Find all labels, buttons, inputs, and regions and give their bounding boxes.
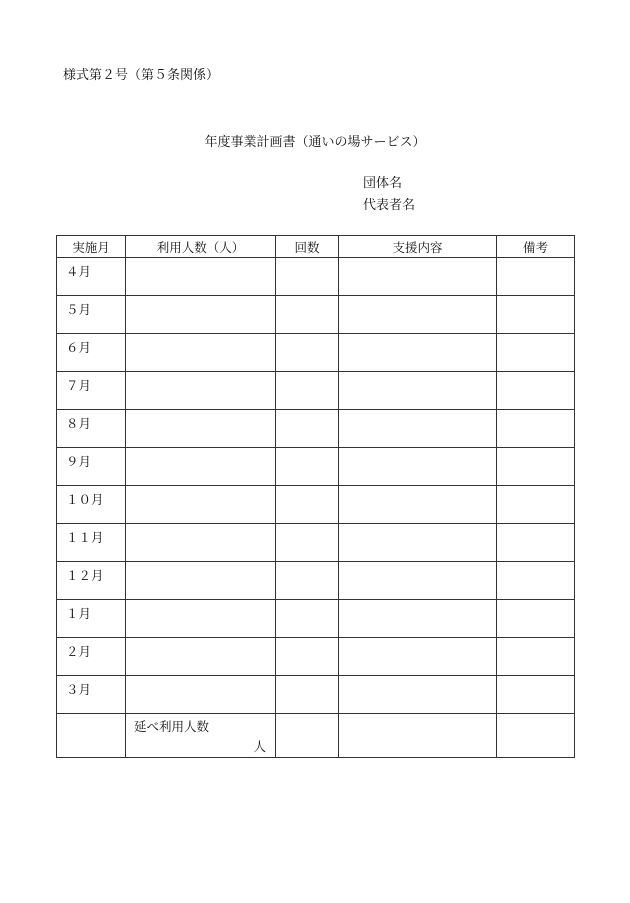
participants-cell[interactable]	[126, 562, 276, 600]
month-cell: ２月	[57, 638, 126, 676]
document-title: 年度事業計画書（通いの場サービス）	[204, 135, 426, 150]
header-count: 回数	[276, 236, 339, 258]
support-content-cell[interactable]	[339, 334, 497, 372]
count-cell[interactable]	[276, 524, 339, 562]
participants-cell[interactable]	[126, 676, 276, 714]
month-cell: １２月	[57, 562, 126, 600]
table-row	[57, 676, 575, 714]
table-row	[57, 258, 575, 296]
table-row	[57, 524, 575, 562]
support-content-cell[interactable]	[339, 524, 497, 562]
count-cell[interactable]	[276, 486, 339, 524]
participants-cell[interactable]	[126, 600, 276, 638]
remarks-cell[interactable]	[497, 448, 575, 486]
participants-cell[interactable]	[126, 258, 276, 296]
remarks-cell[interactable]	[497, 562, 575, 600]
table-row	[57, 296, 575, 334]
count-cell[interactable]	[276, 334, 339, 372]
count-cell[interactable]	[276, 258, 339, 296]
participants-cell[interactable]	[126, 638, 276, 676]
month-cell: １月	[57, 600, 126, 638]
count-cell[interactable]	[276, 676, 339, 714]
participants-cell[interactable]	[126, 410, 276, 448]
table-row	[57, 372, 575, 410]
remarks-cell[interactable]	[497, 600, 575, 638]
participants-cell[interactable]	[126, 448, 276, 486]
remarks-cell[interactable]	[497, 296, 575, 334]
month-cell: ６月	[57, 334, 126, 372]
total-count-cell[interactable]	[276, 714, 339, 758]
table-row	[57, 448, 575, 486]
month-cell: ８月	[57, 410, 126, 448]
count-cell[interactable]	[276, 638, 339, 676]
count-cell[interactable]	[276, 410, 339, 448]
organization-block	[363, 173, 415, 217]
header-month: 実施月	[57, 236, 126, 258]
participants-cell[interactable]	[126, 524, 276, 562]
header-remarks: 備考	[497, 236, 575, 258]
remarks-cell[interactable]	[497, 524, 575, 562]
representative-name-label: 代表者名	[363, 198, 416, 213]
remarks-cell[interactable]	[497, 258, 575, 296]
count-cell[interactable]	[276, 600, 339, 638]
month-cell: １０月	[57, 486, 126, 524]
count-cell[interactable]	[276, 562, 339, 600]
month-cell: ７月	[57, 372, 126, 410]
month-cell: ３月	[57, 676, 126, 714]
month-cell: ５月	[57, 296, 126, 334]
month-cell: ９月	[57, 448, 126, 486]
total-support-cell[interactable]	[339, 714, 497, 758]
total-participants-unit: 人	[253, 739, 266, 754]
remarks-cell[interactable]	[497, 410, 575, 448]
group-name-label: 団体名	[363, 176, 403, 191]
support-content-cell[interactable]	[339, 600, 497, 638]
support-content-cell[interactable]	[339, 258, 497, 296]
total-participants-label: 延べ利用人数	[134, 719, 210, 734]
support-content-cell[interactable]	[339, 562, 497, 600]
support-content-cell[interactable]	[339, 638, 497, 676]
participants-cell[interactable]	[126, 334, 276, 372]
form-number: 様式第２号（第５条関係）	[63, 68, 220, 83]
month-cell: １１月	[57, 524, 126, 562]
table-row	[57, 486, 575, 524]
table-row	[57, 600, 575, 638]
participants-cell[interactable]	[126, 372, 276, 410]
plan-table	[56, 235, 575, 758]
support-content-cell[interactable]	[339, 372, 497, 410]
remarks-cell[interactable]	[497, 676, 575, 714]
count-cell[interactable]	[276, 372, 339, 410]
total-participants-cell[interactable]	[126, 714, 276, 758]
header-support-content: 支援内容	[339, 236, 497, 258]
participants-cell[interactable]	[126, 486, 276, 524]
count-cell[interactable]	[276, 296, 339, 334]
support-content-cell[interactable]	[339, 486, 497, 524]
table-row	[57, 334, 575, 372]
count-cell[interactable]	[276, 448, 339, 486]
remarks-cell[interactable]	[497, 372, 575, 410]
table-row	[57, 562, 575, 600]
total-empty-cell	[57, 714, 126, 758]
table-header-row	[57, 236, 575, 258]
support-content-cell[interactable]	[339, 676, 497, 714]
table-row	[57, 638, 575, 676]
support-content-cell[interactable]	[339, 410, 497, 448]
remarks-cell[interactable]	[497, 638, 575, 676]
total-remarks-cell[interactable]	[497, 714, 575, 758]
total-row	[57, 714, 575, 758]
support-content-cell[interactable]	[339, 296, 497, 334]
support-content-cell[interactable]	[339, 448, 497, 486]
participants-cell[interactable]	[126, 296, 276, 334]
remarks-cell[interactable]	[497, 486, 575, 524]
header-participants: 利用人数（人）	[126, 236, 276, 258]
month-cell: ４月	[57, 258, 126, 296]
remarks-cell[interactable]	[497, 334, 575, 372]
table-row	[57, 410, 575, 448]
